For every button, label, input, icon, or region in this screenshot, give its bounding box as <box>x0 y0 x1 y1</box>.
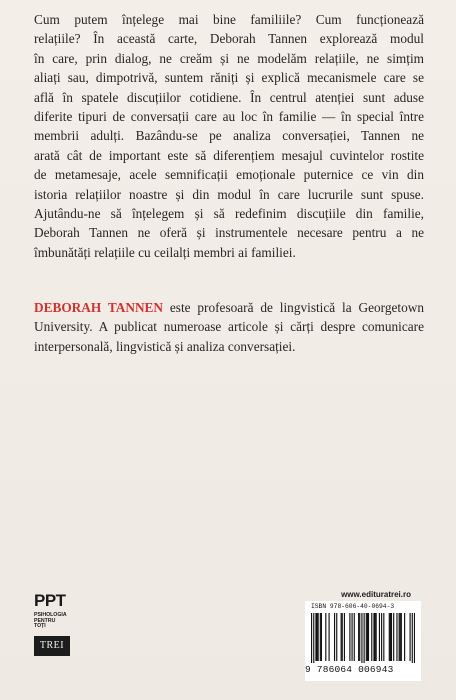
description-paragraph <box>34 10 424 262</box>
barcode-bar <box>329 613 330 661</box>
isbn-label: ISBN 978-606-40-0694-3 <box>311 603 395 610</box>
barcode-digits: 9 786064 006943 <box>305 664 394 675</box>
barcode-bar <box>414 613 415 663</box>
barcode-bars <box>311 613 415 663</box>
barcode-bar <box>341 613 342 661</box>
description-line: arată cât de important este să diferențiem mesajul cuvintelor rostite <box>34 147 424 163</box>
barcode-bar <box>336 613 337 661</box>
description-line: în care, prin dialog, ne creăm și ne modelăm relațiile, ne simțim <box>34 50 424 66</box>
barcode-bar <box>334 613 335 661</box>
description-block <box>34 10 424 262</box>
barcode-bar <box>412 613 413 663</box>
description-line: Ajutându-ne să înțelegem și să redefinim discuțiile din familie, <box>34 206 424 222</box>
barcode-bar <box>361 613 362 663</box>
barcode-area <box>305 590 423 682</box>
barcode-bar <box>401 613 402 661</box>
description-line: îmbunătăți relațiile cu ceilalți membri ai familiei. <box>34 244 296 260</box>
publisher-website: www.edituratrei.ro <box>341 590 411 599</box>
barcode-bar <box>358 613 359 661</box>
barcode-bar <box>359 613 360 661</box>
author-bio-line <box>34 298 424 317</box>
author-name: DEBORAH TANNEN <box>34 300 164 315</box>
description-line: relațiile? În această carte, Deborah Tannen explorează modul <box>34 31 424 47</box>
barcode-bar <box>391 613 392 661</box>
barcode-bar <box>400 613 401 661</box>
barcode-bar <box>316 613 317 661</box>
barcode-bar <box>381 613 382 661</box>
barcode-bar <box>410 613 411 661</box>
barcode-bar <box>368 613 369 661</box>
barcode-bar <box>371 613 372 661</box>
barcode-bar <box>373 613 374 661</box>
trei-imprint-logo: TREI <box>34 636 70 656</box>
barcode-bar <box>354 613 355 661</box>
barcode-bar <box>390 613 391 661</box>
author-bio-line: University. A publicat numeroase articole și cărți despre comunicare <box>34 319 424 335</box>
ppt-logo-mark: PPT <box>34 591 66 610</box>
description-line: aliați sau, dimpotrivă, suntem răniți și explică mecanismele care se <box>34 70 424 86</box>
description-line: Deborah Tannen ne oferă și instrumentele necesare pentru a ne <box>34 225 424 241</box>
barcode-bar <box>389 613 390 661</box>
logo-tagline-line: PENTRU <box>34 617 56 624</box>
description-line: Cum putem înțelege mai bine familiile? Cum funcționează <box>34 12 424 27</box>
barcode-bar <box>352 613 353 661</box>
description-line: de metamesaje, acele semnificații emoționale puternice ce vin din <box>34 167 424 183</box>
barcode-bar <box>374 613 375 661</box>
barcode-bar <box>364 613 365 663</box>
barcode-bar <box>321 613 322 661</box>
logo-tagline-line: TOȚI <box>34 623 46 630</box>
barcode-bar <box>393 613 394 661</box>
barcode-bar <box>366 613 367 661</box>
barcode-bar <box>383 613 384 661</box>
author-bio-line: interpersonală, lingvistică și analiza conversației. <box>34 338 296 354</box>
barcode-bar <box>315 613 316 661</box>
barcode-bar <box>396 613 397 661</box>
barcode-bar <box>404 613 405 661</box>
barcode-bar <box>376 613 377 661</box>
description-line: istoria relațiilor noastre și din modul în care lucrurile sunt spuse. <box>34 186 424 202</box>
barcode-bar <box>344 613 345 661</box>
barcode-bar <box>320 613 321 661</box>
barcode-bar <box>399 613 400 661</box>
barcode-bar <box>349 613 350 661</box>
barcode-bar <box>367 613 368 661</box>
description-line: diferite tipuri de conversații care au loc în familie — în special între <box>34 109 424 125</box>
author-bio <box>34 298 424 356</box>
barcode-bar <box>379 613 380 661</box>
barcode-bar <box>342 613 343 661</box>
barcode-bar <box>318 613 319 661</box>
description-line: află în spatele discuțiilor cotidiene. În centrul atenției sunt aduse <box>34 89 424 105</box>
publisher-logo <box>34 592 72 672</box>
description-line: membrii adulți. Bazându-se pe analiza conversației, Tannen ne <box>34 128 424 144</box>
author-bio-text: este profesoară de lingvistică la Georgetown <box>163 300 424 315</box>
barcode-bar <box>325 613 326 661</box>
barcode-bar <box>313 613 314 663</box>
logo-tagline-line: PSIHOLOGIA <box>34 612 67 618</box>
barcode-box <box>305 601 421 681</box>
barcode-bar <box>311 613 312 663</box>
logo-tagline <box>34 613 72 630</box>
